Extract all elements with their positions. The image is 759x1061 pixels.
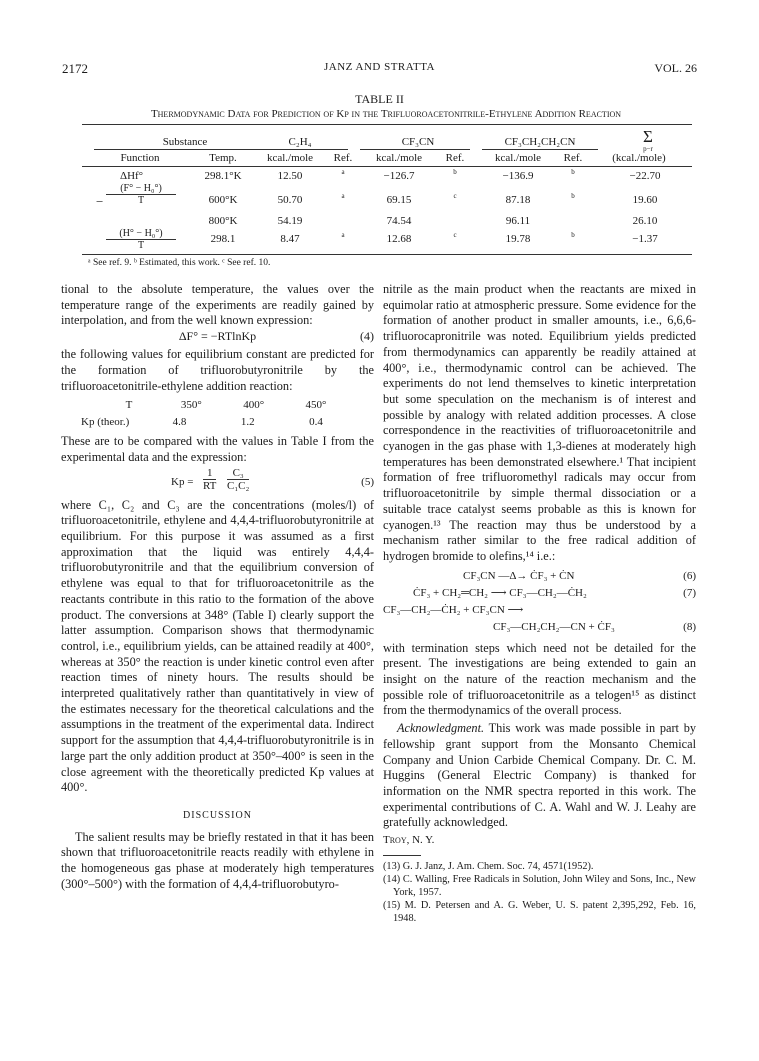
row4-function-num: (H° − H₀°) [106, 228, 176, 240]
row2-c2h4: 50.70 [277, 194, 303, 206]
left-paragraph-3: These are to be compared with the values in Table I from the experimental data and the expression: [61, 434, 374, 464]
row4-sum: −1.37 [632, 233, 658, 245]
table-top-rule [82, 124, 692, 125]
equation-5-number: (5) [361, 475, 374, 488]
affiliation-location: Troy, N. Y. [383, 834, 435, 847]
header-substance: Substance [162, 136, 208, 148]
references [383, 860, 696, 925]
row4-cf3cn-ref: c [453, 231, 457, 239]
reference-15: (15) M. D. Petersen and A. G. Weber, U. S. patent 2,395,292, Feb. 16, 1948. [383, 899, 696, 924]
product-rule [482, 149, 598, 150]
acknowledgment [383, 721, 696, 831]
reaction-8-second: CF₃—CH₂CH₂—CN + ĊF₃ [493, 620, 615, 633]
row1-c2h4: 12.50 [277, 170, 303, 182]
row4-function [106, 228, 176, 251]
right-paragraph-1: nitrile as the main product when the reactants are mixed in equimolar ratio at atmospheric pressure. Some evidence for the formation of another product in smaller amounts, i.e., 6,6,6-trifluorocapronitrile was noted. Equilibrium yields predicted from thermodynamics can apparently be readily attained at 400°, i.e., thermodynamic control can be achieved. The experiments do not lend themselves to kinetic interpretation but some speculation on the mechanism is of interest and possible by analogy with related addition processes. A close correspondence in the reactivities of trifluoroacetonitrile and cyanogen in the gas phase with 1,3-dienes at moderately high temperatures has been demonstrated elsewhere.¹ That incipient formation of free trifluoromethyl radicals may occur from trifluoroacetonitrile by simple thermal dissociation or a suitable trace catalyst seems probable as this is known for cyanogen.¹³ The reaction may thus be understood by a mechanism rather similar to the free radical addition of hydrogen bromide to olefins,¹⁴ i.e.: [383, 282, 696, 563]
acknowledgment-text: This work was made possible in part by fellowship grant support from the Monsanto Chemical Company and Union Carbide Chemical Company. Dr. C. M. Huggins (General Electric Company) is thanked for information on the NMR spectra reported in this work. The experimental contributions of C. A. Wahl and W. J. Leahy are gratefully acknowledged. [383, 721, 696, 830]
reaction-7-number: (7) [683, 586, 696, 599]
equation-5-frac1-den: RT [203, 479, 217, 492]
equation-5-lhs: Kp = [171, 475, 194, 488]
equation-5-frac2 [227, 467, 249, 492]
reaction-8-line-1 [383, 603, 696, 620]
row3-c2h4: 54.19 [277, 215, 303, 227]
equation-4-body: ΔF° = −RTlnKp [178, 329, 257, 344]
header-cf3cn: CF₃CN [401, 136, 435, 148]
row3-product: 96.11 [505, 215, 531, 227]
reaction-7-body: ĊF₃ + CH₂═CH₂ ⟶ CF₃—CH₂—ĊH₂ [413, 586, 587, 599]
equation-4 [61, 329, 374, 347]
row1-product: −136.9 [502, 170, 534, 182]
kp-temp-350: 350° [180, 399, 202, 412]
header-cf3ch2ch2cn: CF₃CH₂CH₂CN [504, 136, 576, 148]
header-unit-product: kcal./mole [494, 152, 542, 164]
kp-temp-400: 400° [243, 399, 265, 412]
running-header-authors: JANZ AND STRATTA [323, 61, 435, 73]
left-paragraph-4: where C₁, C₂ and C₃ are the concentrations (moles/l) of trifluoroacetonitrile, ethylene and 4,4,4-trifluorobutyronitrile at equilibrium. For this purpose it was assumed as a first approximation that the liquid was entirely 4,4,4-trifluorobutyronitrile and that the equilibrium conversion of ethylene was equal to that for trifluoroacetonitrile as the reactants contribute in this ratio to the formation of the above product. The conversions at 348° (Table I) clearly support the latter assumption. Comparison shows that thermodynamic control, i.e., equilibrium yields, can be attained readily at 400°, whereas at 350° the reaction is under kinetic control even after reaction times of ninety hours. The results should be interpreted qualitatively rather than quantitatively in view of the estimates necessary for the theoretical calculations and the assumptions in the treatment of the experimental data. Indirect support for the assumption that 4,4,4-trifluorobutyronitrile is in large part the only addition product at 350°–400° is seen in the close agreement with the theoretically predicted Kp values at 400°. [61, 497, 374, 795]
header-unit-c2h4: kcal./mole [266, 152, 314, 164]
table-title: TABLE II [355, 92, 404, 106]
header-function: Function [120, 152, 160, 164]
equation-5-frac1-num: 1 [203, 467, 216, 480]
header-temp: Temp. [209, 152, 237, 164]
row2-cf3cn: 69.15 [386, 194, 412, 206]
row2-function-prefix: − [96, 194, 104, 209]
row2-c2h4-ref: a [341, 192, 345, 200]
kp-temperature-row [61, 397, 374, 414]
table-caption: Thermodynamic Data for Prediction of Kp in the Trifluoroacetonitrile-Ethylene Addition Reaction [150, 108, 622, 120]
reference-14: (14) C. Walling, Free Radicals in Solution, John Wiley and Sons, Inc., New York, 1957. [383, 873, 696, 898]
reaction-7 [383, 586, 696, 603]
reaction-6-body: CF₃CN —Δ→ ĊF₃ + ĊN [463, 569, 575, 582]
left-paragraph-5: The salient results may be briefly restated in that it has been shown that trifluoroacetonitrile reacts readily with ethylene in the homogeneous gas phase at moderately high temperatures (300°–500°) with the formation of 4,4,4-trifluorobutyro- [61, 829, 374, 891]
reference-13: (13) G. J. Janz, J. Am. Chem. Soc. 74, 4571(1952). [383, 860, 594, 872]
volume-label: VOL. 26 [654, 61, 697, 75]
header-unit-cf3cn: kcal./mole [375, 152, 423, 164]
header-ref-c2h4: Ref. [333, 152, 353, 164]
row4-product-ref: b [571, 231, 575, 239]
kp-value-row [61, 414, 374, 431]
references-rule [383, 855, 421, 856]
row1-function: ΔHf° [120, 170, 144, 182]
reaction-8-line-2 [383, 620, 696, 637]
reaction-6 [383, 569, 696, 586]
table-footnote: ᵃ See ref. 9. ᵇ Estimated, this work. ᶜ See ref. 10. [88, 258, 271, 268]
row4-cf3cn: 12.68 [386, 233, 412, 245]
row2-temp: 600°K [208, 194, 238, 206]
reaction-8-number: (8) [683, 620, 696, 633]
row2-product: 87.18 [505, 194, 531, 206]
kp-value-450: 0.4 [309, 416, 323, 429]
equation-4-number: (4) [360, 329, 374, 344]
row4-temp: 298.1 [210, 233, 236, 245]
header-sum-sub: p−r [643, 145, 653, 153]
row2-function-num: (F° − H₀°) [106, 183, 176, 195]
header-sum-unit: (kcal./mole) [612, 152, 666, 164]
substance-rule [94, 149, 258, 150]
row1-temp: 298.1°K [204, 170, 242, 182]
right-column [383, 282, 696, 925]
row2-cf3cn-ref: c [453, 192, 457, 200]
row3-temp: 800°K [208, 215, 238, 227]
row4-c2h4-ref: a [341, 231, 345, 239]
equation-5-frac2-den: C₁C₂ [227, 479, 250, 492]
right-paragraph-2: with termination steps which need not be detailed for the present. The investigations are being extended to gain an insight on the nature of the reaction mechanism and the possible role of trifluoroacetonitrile as a telogen¹⁵ as distinct from the thermodynamics of the overall process. [383, 640, 696, 718]
row2-function-den: T [137, 195, 145, 206]
header-sum-symbol: Σ [643, 127, 653, 146]
left-paragraph-2: the following values for equilibrium constant are predicted for the formation of trifluorobutyronitrile by the trifluoroacetonitrile-ethylene addition reaction: [61, 347, 374, 393]
header-ref-product: Ref. [563, 152, 583, 164]
kp-label-t: T [125, 399, 133, 412]
reaction-8-first: CF₃—CH₂—ĊH₂ + CF₃CN ⟶ [383, 603, 524, 616]
row2-sum: 19.60 [632, 194, 658, 206]
row1-product-ref: b [571, 168, 575, 176]
row1-cf3cn-ref: b [453, 168, 457, 176]
row4-product: 19.78 [505, 233, 531, 245]
cf3cn-rule [360, 149, 470, 150]
left-paragraph-1: tional to the absolute temperature, the values over the temperature range of the experiments are readily gained by interpolation, and from the well known expression: [61, 282, 374, 328]
row4-c2h4: 8.47 [280, 233, 300, 245]
row3-cf3cn: 74.54 [386, 215, 412, 227]
left-column [61, 282, 374, 893]
discussion-heading: DISCUSSION [183, 809, 252, 821]
equation-5 [61, 466, 374, 498]
row3-sum: 26.10 [632, 215, 658, 227]
row1-c2h4-ref: a [341, 168, 345, 176]
row1-sum: −22.70 [629, 170, 661, 182]
row4-function-den: T [137, 240, 145, 251]
equation-5-frac1 [203, 467, 216, 492]
acknowledgment-label: Acknowledgment. [397, 721, 485, 736]
row2-product-ref: b [571, 192, 575, 200]
page-number: 2172 [62, 61, 88, 76]
row2-function [106, 183, 176, 206]
kp-value-350: 4.8 [172, 416, 187, 429]
c2h4-rule [258, 149, 348, 150]
header-c2h4: C₂H₄ [288, 136, 312, 148]
reaction-6-number: (6) [683, 569, 696, 582]
kp-temp-450: 450° [305, 399, 327, 412]
header-ref-cf3cn: Ref. [445, 152, 465, 164]
kp-label-k: Kp (theor.) [81, 416, 130, 429]
equation-5-frac2-num: C₃ [227, 467, 249, 480]
kp-value-400: 1.2 [240, 416, 255, 429]
header-bottom-rule [82, 166, 692, 167]
table-bottom-rule [82, 254, 692, 255]
row1-cf3cn: −126.7 [383, 170, 415, 182]
